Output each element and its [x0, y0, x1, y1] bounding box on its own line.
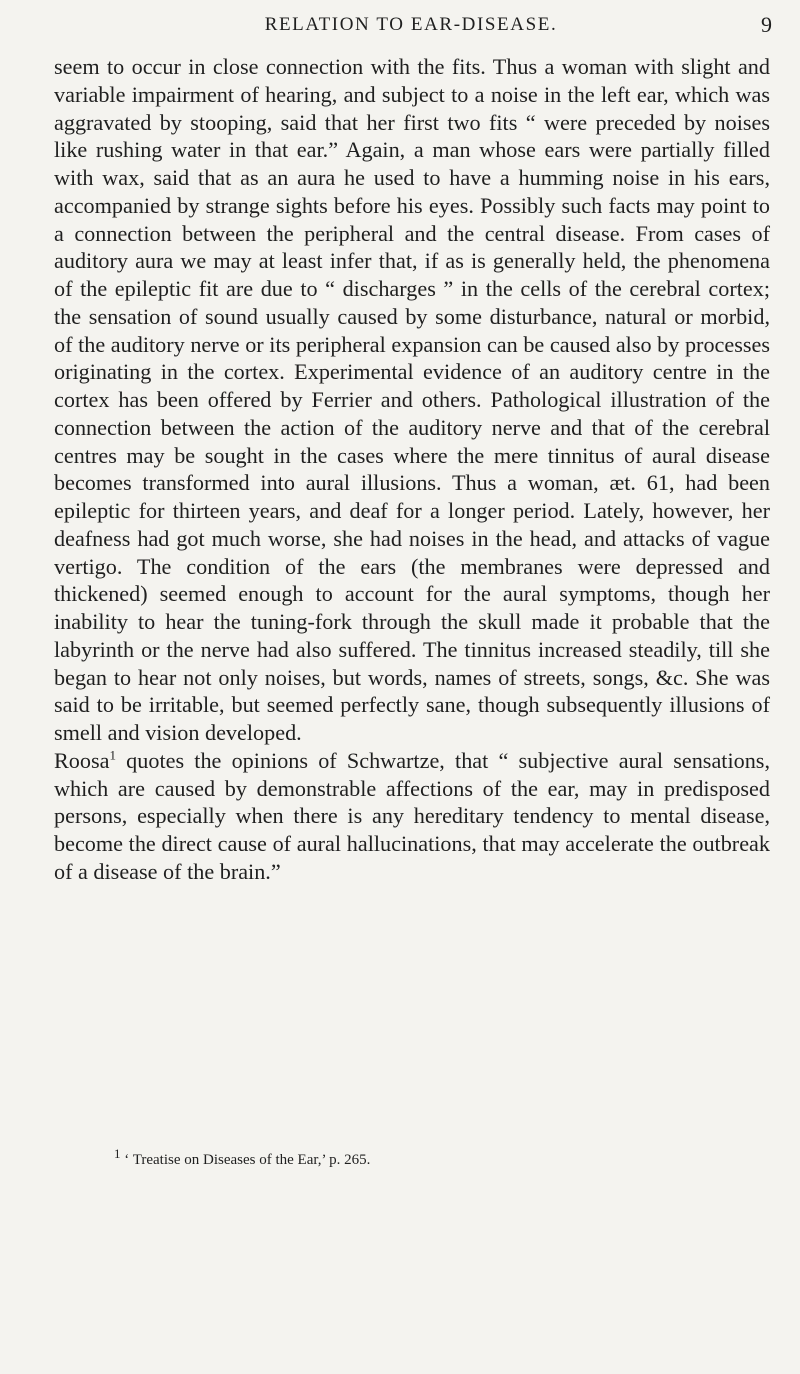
footnote-marker: 1	[114, 1146, 121, 1161]
running-title: RELATION TO EAR-DISEASE.	[264, 14, 558, 35]
page-number: 9	[761, 12, 772, 37]
footnote-reference: 1	[109, 747, 116, 763]
paragraph-1: seem to occur in close connection with the fits. Thus a woman with slight and variable impairment of hearing, and subject to a noise in the left ear, which was aggravated by stooping, said that her first two fits “ were preceded by noises like rushing water in that ear.” Again, a man whose ears were partially filled with wax, said that as an aura he used to have a humming noise in his ears, accompanied by strange sights before his eyes. Possibly such facts may point to a connection between the peripheral and the central disease. From cases of auditory aura we may at least infer that, if as is generally held, the phenomena of the epileptic fit are due to “ discharges ” in the cells of the cerebral cortex; the sensation of sound usually caused by some disturbance, natural or morbid, of the auditory nerve or its peripheral expansion can be caused also by processes originating in the cortex. Experimental evidence of an auditory centre in the cortex has been offered by Ferrier and others. Pathological illustration of the connection between the action of the auditory nerve and that of the cerebral centres may be sought in the cases where the mere tinnitus of aural disease becomes transformed into aural illusions. Thus a woman, æt. 61, had been epileptic for thirteen years, and deaf for a longer period. Lately, however, her deafness had got much worse, she had noises in the head, and attacks of vague vertigo. The condition of the ears (the membranes were depressed and thickened) seemed enough to account for the aural symptoms, though her inability to hear the tuning-fork through the skull made it probable that the labyrinth or the nerve had also suffered. The tinnitus increased steadily, till she began to hear not only noises, but words, names of streets, songs, &c. She was said to be irritable, but seemed perfectly sane, though subsequently illusions of smell and vision developed.	[54, 54, 770, 745]
paragraph-2-text: quotes the opinions of Schwartze, that “ subjective aural sensations, which are caused by demonstrable affections of the ear, may in predisposed persons, especially when there is any hereditary tendency to mental disease, become the direct cause of aural hallucinations, that may accelerate the outbreak of a disease of the brain.”	[54, 747, 770, 884]
footnote	[114, 1146, 770, 1169]
running-head	[0, 8, 800, 48]
paragraph-2	[54, 747, 770, 886]
paragraph-2-lead: Roosa	[54, 747, 110, 773]
body-text	[54, 53, 770, 886]
footnote-text: ‘ Treatise on Diseases of the Ear,’ p. 265.	[120, 1152, 371, 1168]
